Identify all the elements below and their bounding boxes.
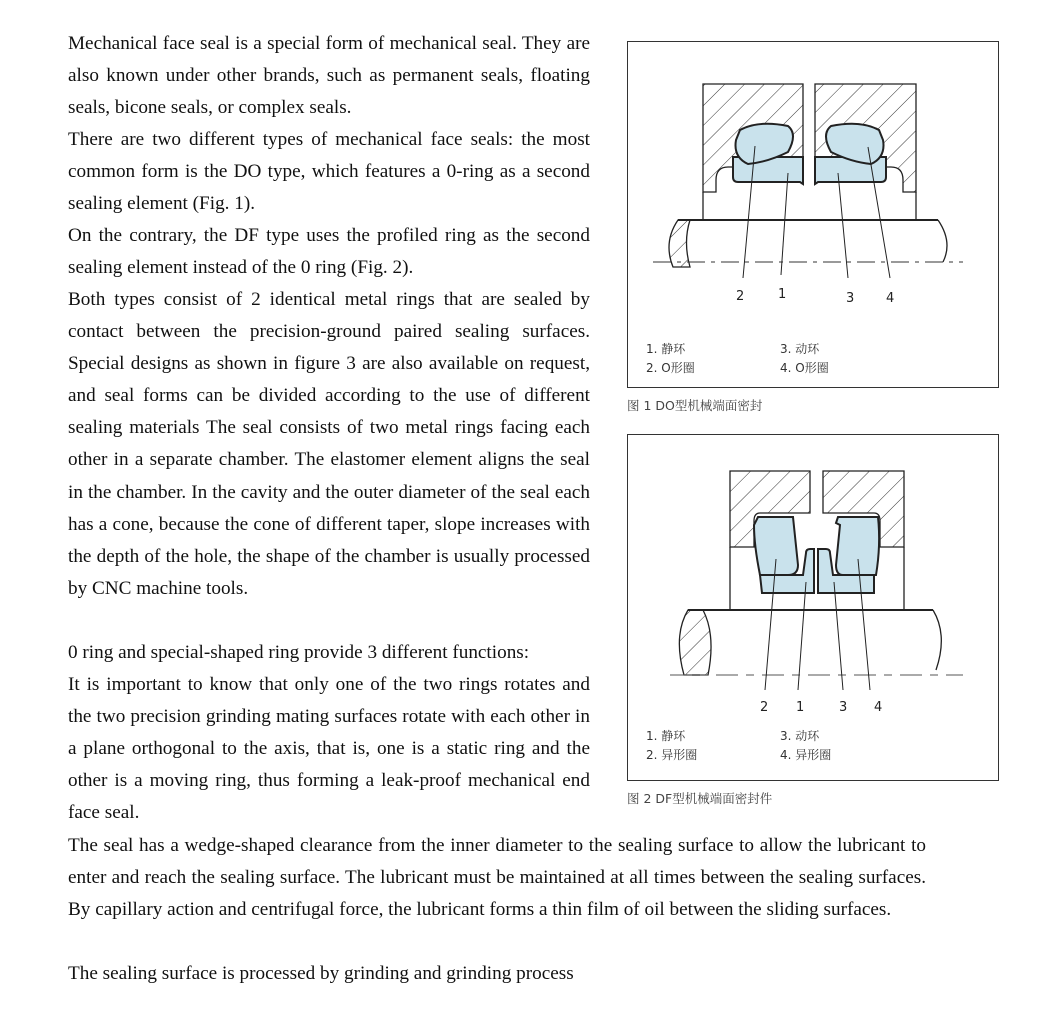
paragraph-types: There are two different types of mechanical face seals: the most common form is the DO type, which features a 0-ring as a second sealing element (Fig. 1). — [68, 129, 590, 215]
callout-1: 1 — [796, 700, 805, 715]
callout-2: 2 — [760, 700, 769, 715]
legend-item: 1. 静环 — [646, 342, 686, 356]
callout-4: 4 — [886, 291, 895, 306]
callout-2: 2 — [736, 289, 745, 304]
legend-item: 2. O形圈 — [646, 361, 695, 375]
legend-item: 3. 动环 — [780, 342, 820, 356]
figure-1-caption: 图 1 DO型机械端面密封 — [627, 398, 763, 413]
figure-1-do-seal — [627, 41, 999, 388]
shaft-section — [679, 610, 711, 675]
figure-1-legend-right — [780, 340, 829, 378]
shaft-section — [669, 220, 690, 267]
legend-item: 4. 异形圈 — [780, 748, 832, 762]
legend-item: 3. 动环 — [780, 729, 820, 743]
paragraph-intro: Mechanical face seal is a special form of mechanical seal. They are also known under other brands, such as permanent seals, floating seals, bicone seals, or complex seals. — [68, 33, 590, 119]
paragraph-grinding: The sealing surface is processed by grinding and grinding process — [68, 963, 574, 984]
profiled-ring-4 — [836, 517, 879, 575]
legend-item: 4. O形圈 — [780, 361, 829, 375]
legend-item: 1. 静环 — [646, 729, 686, 743]
figure-2-legend-right — [780, 727, 831, 765]
figure-2-df-seal — [627, 434, 999, 781]
legend-item: 2. 异形圈 — [646, 748, 698, 762]
figure-2-legend-left — [646, 727, 697, 765]
paragraph-construction: Both types consist of 2 identical metal rings that are sealed by contact between the precision-ground paired sealing surfaces. Special designs as shown in figure 3 are also available on request, and seal forms can be divided according to the use of different sealing materials The seal consists of two metal rings facing each other in a separate chamber. The elastomer element aligns the seal in the chamber. In the cavity and the outer diameter of the seal each has a cone, because the cone of different taper, slope increases with the depth of the hole, the shape of the chamber is usually processed by CNC machine tools. — [68, 289, 590, 599]
figure-2-caption: 图 2 DF型机械端面密封件 — [627, 791, 773, 806]
paragraph-functions: 0 ring and special-shaped ring provide 3 different functions: — [68, 642, 530, 663]
paragraph-lubrication: The seal has a wedge-shaped clearance from the inner diameter to the sealing surface to allow the lubricant to enter and reach the sealing surface. The lubricant must be maintained at all times between the sealing surfaces. By capillary action and centrifugal force, the lubricant forms a thin film of oil between the sliding surfaces. — [68, 835, 926, 921]
paragraph-rotation: It is important to know that only one of the two rings rotates and the two precision grinding mating surfaces rotate with each other in a plane orthogonal to the axis, that is, one is a static ring and the other is a moving ring, thus forming a leak-proof mechanical end face seal. — [68, 674, 590, 824]
paragraph-df-type: On the contrary, the DF type uses the profiled ring as the second sealing element instead of the 0 ring (Fig. 2). — [68, 225, 590, 279]
callout-1: 1 — [778, 287, 787, 302]
profiled-ring-2 — [754, 517, 798, 575]
callout-3: 3 — [846, 291, 855, 306]
figure-1-legend-left — [646, 340, 695, 378]
do-seal-diagram — [628, 42, 998, 387]
callout-4: 4 — [874, 700, 883, 715]
callout-3: 3 — [839, 700, 848, 715]
